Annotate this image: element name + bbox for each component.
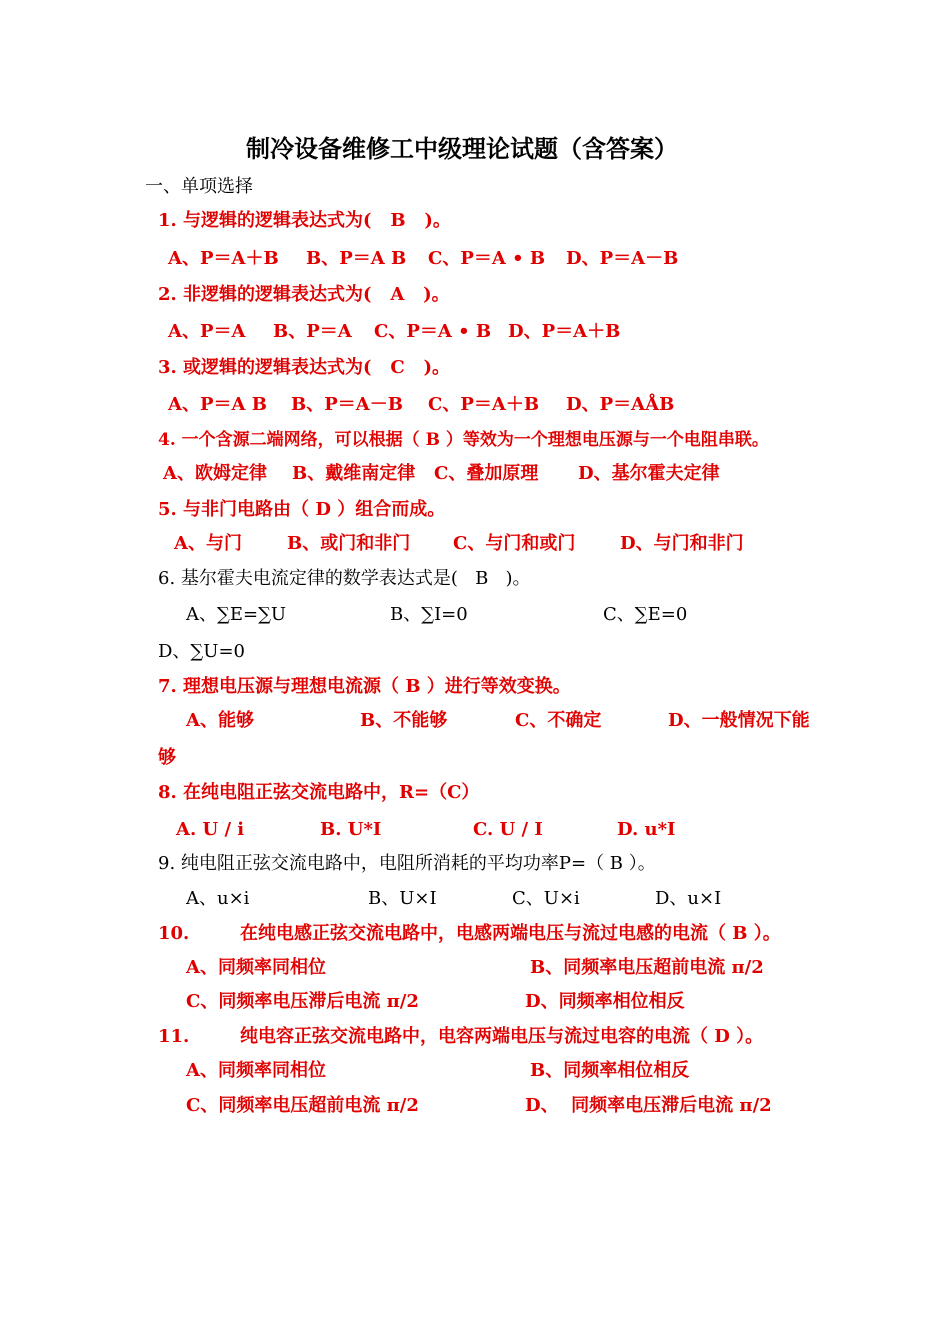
q4-option-d: D、基尔霍夫定律 bbox=[578, 463, 720, 484]
q6-option-c: C、∑E=0 bbox=[603, 604, 688, 625]
q10-option-d: D、同频率相位相反 bbox=[525, 991, 685, 1012]
q2-option-a: A、P＝A bbox=[168, 321, 246, 342]
q5-option-b: B、或门和非门 bbox=[287, 533, 411, 554]
q8-option-c: C. U / I bbox=[473, 819, 543, 840]
question-10: 在纯电感正弦交流电路中，电感两端电压与流过电感的电流（ B ）。 bbox=[240, 923, 781, 944]
q10-option-c: C、同频率电压滞后电流 π/2 bbox=[186, 991, 419, 1012]
q4-option-a: A、欧姆定律 bbox=[163, 463, 267, 484]
q2-option-c: C、P＝A • B bbox=[374, 321, 492, 342]
q1-option-a: A、P＝A＋B bbox=[168, 248, 279, 269]
q9-option-d: D、u×I bbox=[655, 888, 722, 909]
question-8: 8. 在纯电阻正弦交流电路中，R=（C） bbox=[158, 782, 480, 803]
q11-option-c: C、同频率电压超前电流 π/2 bbox=[186, 1095, 419, 1116]
q10-option-b: B、同频率电压超前电流 π/2 bbox=[530, 957, 764, 978]
q1-option-b: B、P＝A B bbox=[306, 248, 407, 269]
question-11-number: 11. bbox=[158, 1026, 190, 1047]
q6-option-a: A、∑E=∑U bbox=[186, 604, 287, 625]
q3-option-c: C、P＝A＋B bbox=[428, 394, 540, 415]
question-3: 3. 或逻辑的逻辑表达式为( C )。 bbox=[158, 357, 451, 378]
q8-option-d: D. u*I bbox=[617, 819, 676, 840]
q7-option-d-continued: 够 bbox=[158, 747, 176, 768]
q3-option-a: A、P＝A B bbox=[168, 394, 267, 415]
q4-option-c: C、叠加原理 bbox=[434, 463, 539, 484]
q9-option-b: B、U×I bbox=[368, 888, 437, 909]
q11-option-a: A、同频率同相位 bbox=[186, 1060, 326, 1081]
question-5: 5. 与非门电路由（ D ）组合而成。 bbox=[158, 499, 446, 520]
q2-option-b: B、P＝A bbox=[273, 321, 352, 342]
q9-option-c: C、U×i bbox=[512, 888, 580, 909]
q5-option-c: C、与门和或门 bbox=[453, 533, 576, 554]
question-2: 2. 非逻辑的逻辑表达式为( A )。 bbox=[158, 284, 450, 305]
q7-option-a: A、能够 bbox=[186, 710, 254, 731]
question-10-number: 10. bbox=[158, 923, 190, 944]
q7-option-b: B、不能够 bbox=[360, 710, 448, 731]
q11-option-d: D、 同频率电压滞后电流 π/2 bbox=[525, 1095, 772, 1116]
q1-option-c: C、P＝A • B bbox=[428, 248, 546, 269]
q8-option-a: A. U / i bbox=[176, 819, 245, 840]
q2-option-d: D、P＝A＋B bbox=[508, 321, 621, 342]
q7-option-d: D、一般情况下能 bbox=[668, 710, 810, 731]
q11-option-b: B、同频率相位相反 bbox=[530, 1060, 690, 1081]
q5-option-a: A、与门 bbox=[174, 533, 242, 554]
q6-option-d: D、∑U=0 bbox=[158, 641, 245, 662]
question-11: 纯电容正弦交流电路中，电容两端电压与流过电容的电流（ D ）。 bbox=[240, 1026, 764, 1047]
question-7: 7. 理想电压源与理想电流源（ B ）进行等效变换。 bbox=[158, 676, 571, 697]
q3-option-d: D、P＝AÅB bbox=[566, 394, 675, 415]
q10-option-a: A、同频率同相位 bbox=[186, 957, 326, 978]
question-9: 9. 纯电阻正弦交流电路中，电阻所消耗的平均功率P=（ B ）。 bbox=[158, 853, 656, 874]
q7-option-c: C、不确定 bbox=[515, 710, 602, 731]
q4-option-b: B、戴维南定律 bbox=[292, 463, 416, 484]
q8-option-b: B. U*I bbox=[320, 819, 382, 840]
q6-option-b: B、∑I=0 bbox=[390, 604, 468, 625]
page-title: 制冷设备维修工中级理论试题（含答案） bbox=[246, 134, 678, 163]
question-4: 4. 一个含源二端网络，可以根据（ B ）等效为一个理想电压源与一个电阻串联。 bbox=[158, 430, 769, 450]
question-1: 1. 与逻辑的逻辑表达式为( B )。 bbox=[158, 210, 451, 231]
q1-option-d: D、P＝A－B bbox=[566, 248, 679, 269]
question-6: 6. 基尔霍夫电流定律的数学表达式是( B )。 bbox=[158, 568, 531, 589]
q3-option-b: B、P＝A－B bbox=[291, 394, 403, 415]
section-heading: 一、单项选择 bbox=[145, 176, 253, 197]
q5-option-d: D、与门和非门 bbox=[620, 533, 744, 554]
q9-option-a: A、u×i bbox=[186, 888, 250, 909]
